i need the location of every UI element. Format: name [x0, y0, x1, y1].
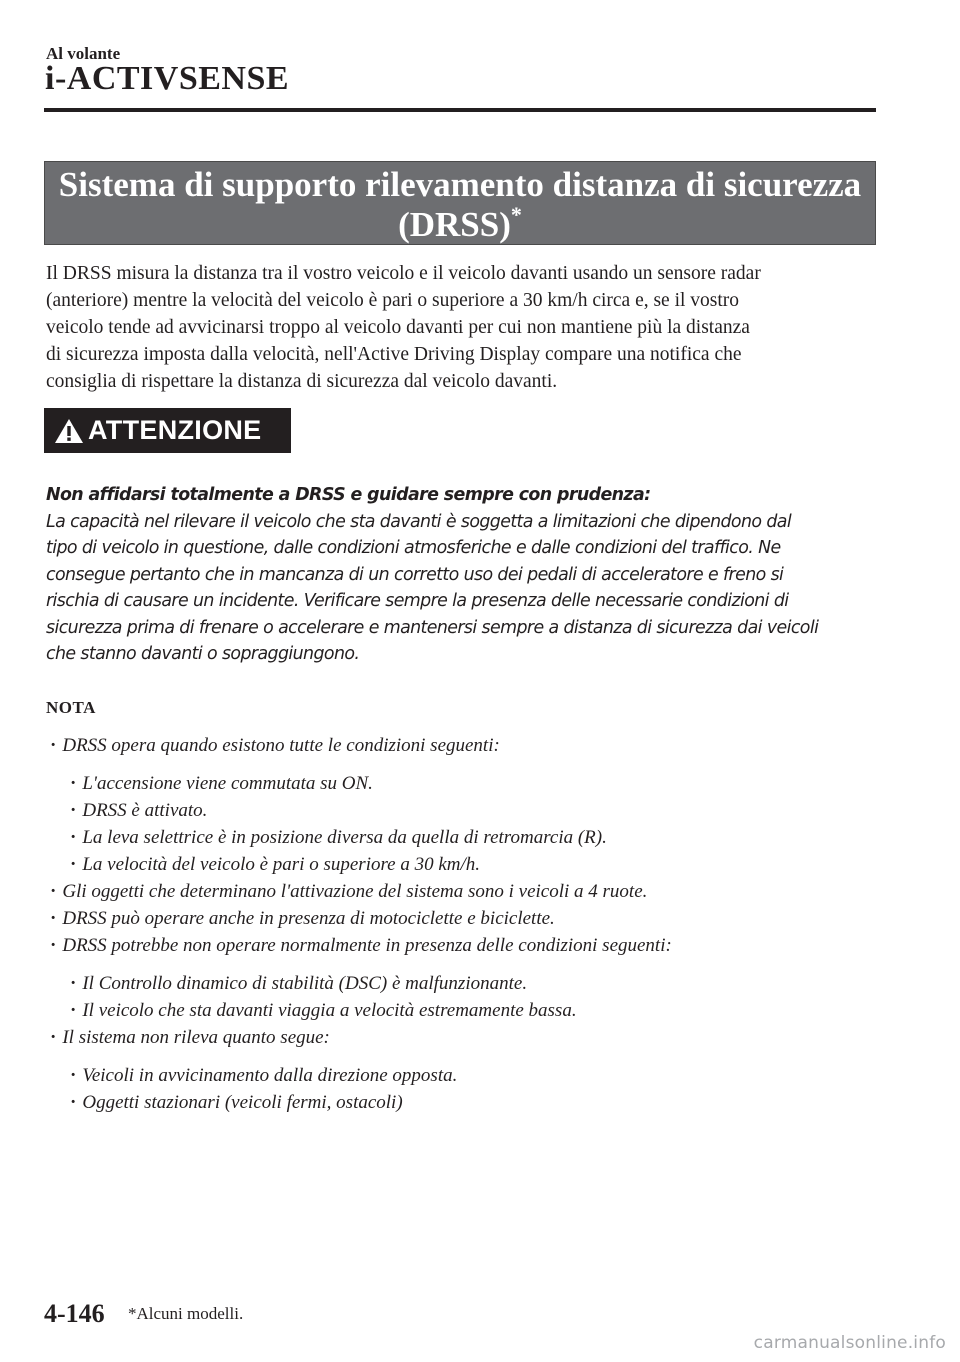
- note-item-text: La velocità del veicolo è pari o superiore a 30 km/h.: [82, 854, 481, 875]
- note-item-text: DRSS opera quando esistono tutte le condizioni seguenti:: [62, 735, 500, 756]
- note-item: [50, 1026, 330, 1050]
- intro-line: consiglia di rispettare la distanza di sicurezza dal veicolo davanti.: [46, 371, 558, 392]
- watermark-link[interactable]: carmanualsonline.info: [753, 1333, 946, 1353]
- note-item-text: DRSS potrebbe non operare normalmente in presenza delle condizioni seguenti:: [62, 935, 672, 956]
- note-subitem: [70, 1064, 457, 1088]
- note-item-text: Oggetti stazionari (veicoli fermi, ostacoli): [82, 1092, 403, 1113]
- note-item-text: Gli oggetti che determinano l'attivazione del sistema sono i veicoli a 4 ruote.: [62, 881, 648, 902]
- note-subitem: [70, 1091, 403, 1115]
- note-item-text: Il sistema non rileva quanto segue:: [62, 1027, 330, 1048]
- note-item: [50, 907, 555, 931]
- warning-line: tipo di veicolo in questione, dalle condizioni atmosferiche e dalle condizioni del traffico. Ne: [46, 538, 781, 558]
- note-label: NOTA: [46, 698, 96, 717]
- note-item-text: La leva selettrice è in posizione diversa da quella di retromarcia (R).: [82, 827, 607, 848]
- bullet-icon: ·: [70, 827, 77, 848]
- warning-heading: Non affidarsi totalmente a DRSS e guidare sempre con prudenza:: [46, 485, 651, 505]
- warning-line: La capacità nel rilevare il veicolo che sta davanti è soggetta a limitazioni che dipendono dal: [46, 511, 792, 532]
- warning-line: rischia di causare un incidente. Verificare sempre la presenza delle necessarie condizioni di: [46, 591, 789, 611]
- breadcrumb: Al volante: [46, 44, 121, 63]
- note-subitem: [70, 972, 527, 996]
- note-item-text: DRSS può operare anche in presenza di motociclette e biciclette.: [62, 908, 555, 929]
- note-subitem: [70, 999, 577, 1023]
- note-item-text: DRSS è attivato.: [82, 800, 208, 821]
- note-subitem: [70, 853, 480, 877]
- warning-badge: [44, 408, 291, 453]
- bullet-icon: ·: [50, 935, 57, 956]
- warning-text: [46, 482, 896, 668]
- warning-triangle-icon: [54, 417, 84, 445]
- bullet-icon: ·: [70, 800, 77, 821]
- note-subitem: [70, 799, 207, 823]
- intro-line: veicolo tende ad avvicinarsi troppo al veicolo davanti per cui non mantiene più la distanza: [46, 317, 750, 338]
- page-title-line1: Sistema di supporto rilevamento distanza di sicurezza: [58, 165, 862, 204]
- intro-paragraph: [46, 260, 886, 395]
- section-title: i-ACTIVSENSE: [45, 60, 290, 97]
- asterisk-marker: *: [510, 202, 522, 227]
- warning-label: ATTENZIONE: [88, 415, 262, 445]
- page-number: 4-146: [44, 1299, 105, 1328]
- note-item-text: Il veicolo che sta davanti viaggia a velocità estremamente bassa.: [82, 1000, 577, 1021]
- footnote: *Alcuni modelli.: [128, 1304, 244, 1323]
- page-title-acronym: (DRSS): [398, 205, 511, 244]
- bullet-icon: ·: [70, 1065, 77, 1086]
- bullet-icon: ·: [70, 773, 77, 794]
- warning-line: consegue pertanto che in mancanza di un corretto uso dei pedali di acceleratore e freno si: [46, 564, 784, 585]
- bullet-icon: ·: [70, 1000, 77, 1021]
- note-item: [50, 734, 500, 758]
- note-item-text: L'accensione viene commutata su ON.: [82, 773, 373, 794]
- bullet-icon: ·: [70, 854, 77, 875]
- page-title-line2: [45, 202, 875, 245]
- intro-line: di sicurezza imposta dalla velocità, nell'Active Driving Display compare una notifica che: [46, 344, 742, 365]
- header-rule: [44, 108, 876, 112]
- page-title-box: [44, 161, 876, 245]
- note-subitem: [70, 772, 373, 796]
- note-subitem: [70, 826, 607, 850]
- bullet-icon: ·: [50, 1027, 57, 1048]
- intro-line: (anteriore) mentre la velocità del veicolo è pari o superiore a 30 km/h circa e, se il vostro: [46, 290, 740, 311]
- warning-line: che stanno davanti o sopraggiungono.: [46, 644, 360, 664]
- bullet-icon: ·: [50, 908, 57, 929]
- bullet-icon: ·: [70, 973, 77, 994]
- note-item-text: Veicoli in avvicinamento dalla direzione opposta.: [82, 1065, 458, 1086]
- warning-line: sicurezza prima di frenare o accelerare e mantenersi sempre a distanza di sicurezza dai veicoli: [46, 617, 819, 638]
- note-item-text: Il Controllo dinamico di stabilità (DSC) è malfunzionante.: [82, 973, 528, 994]
- bullet-icon: ·: [50, 735, 57, 756]
- intro-line: Il DRSS misura la distanza tra il vostro veicolo e il veicolo davanti usando un sensore radar: [46, 263, 761, 284]
- note-item: [50, 880, 647, 904]
- note-item: [50, 934, 672, 958]
- bullet-icon: ·: [50, 881, 57, 902]
- bullet-icon: ·: [70, 1092, 77, 1113]
